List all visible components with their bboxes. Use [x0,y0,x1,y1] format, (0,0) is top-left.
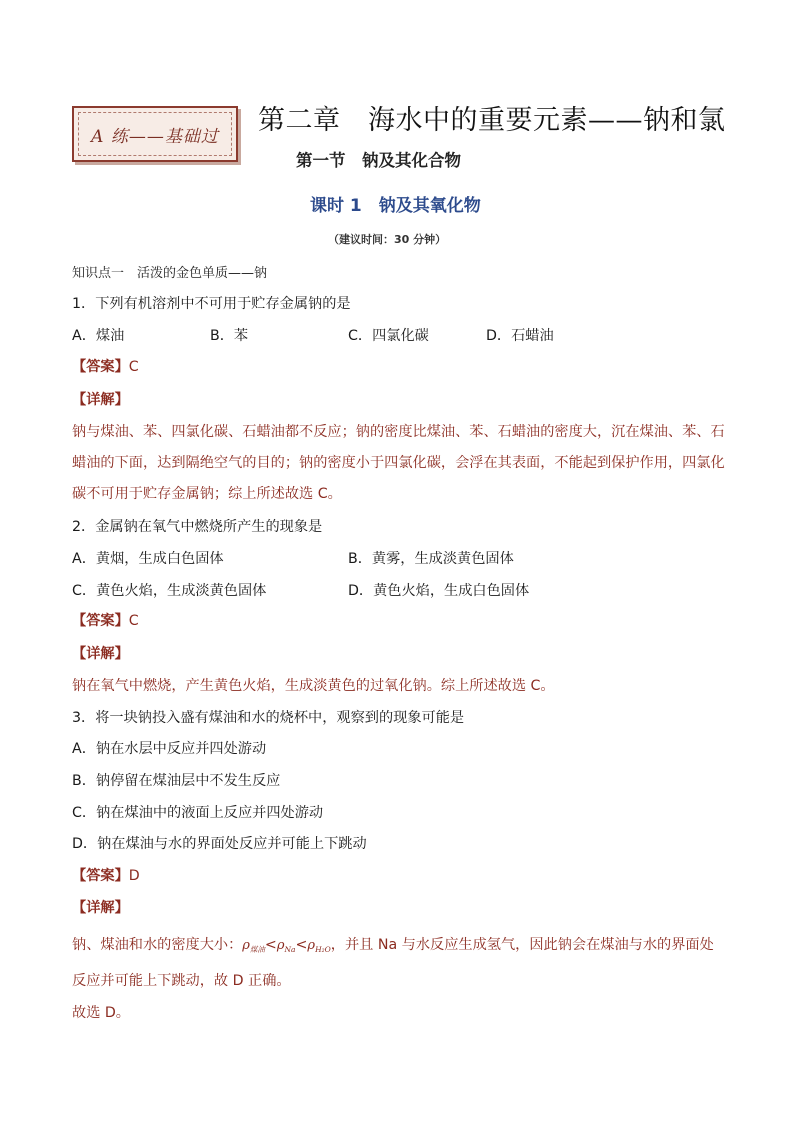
q3-option-d: D．钠在煤油与水的界面处反应并可能上下跳动 [72,836,367,852]
q2-answer [72,610,139,630]
q3-stem: 3．将一块钠投入盛有煤油和水的烧杯中，观察到的现象可能是 [72,710,465,726]
q2-option-b: B．黄雾，生成淡黄色固体 [348,551,514,567]
lesson-title: 课时 1 钠及其氧化物 [310,196,481,216]
q2-option-d: D．黄色火焰，生成白色固体 [348,583,530,599]
q2-detail-label: 【详解】 [72,646,129,662]
q1-detail-label: 【详解】 [72,392,129,408]
q1-answer [72,356,139,376]
q1-answer-value: C [128,359,139,375]
rho-water: $\rho_{H_2O}$ [307,938,331,954]
rho-kerosene: $\rho_{煤油}$ [242,938,265,954]
time-hint: （建议时间：30 分钟） [328,233,447,246]
q1-detail-line-1: 钠与煤油、苯、四氯化碳、石蜡油都不反应；钠的密度比煤油、苯、石蜡油的密度大，沉在煤油、苯、石 [72,424,725,440]
q2-answer-value: C [128,613,139,629]
rho-sodium: $\rho_{Na}$ [276,938,296,954]
q3-answer [72,865,140,885]
q2-option-c: C．黄色火焰，生成淡黄色固体 [72,583,267,599]
q3-option-c: C．钠在煤油中的液面上反应并四处游动 [72,805,324,821]
q3-detail-line-2: 反应并可能上下跳动，故 D 正确。 [72,973,291,989]
q3-detail-line-1: 钠、煤油和水的密度大小：$\rho_{煤油}<\rho_{Na}<\rho_{H_2O}$，并且 Na 与水反应生成氢气，因此钠会在煤油与水的界面处 [72,937,714,954]
q1-detail-line-2: 蜡油的下面，达到隔绝空气的目的；钠的密度小于四氯化碳，会浮在其表面，不能起到保护作用，四氯化 [72,455,725,471]
knowledge-point-heading: 知识点一 活泼的金色单质——钠 [72,266,268,281]
q2-option-a: A．黄烟，生成白色固体 [72,551,224,567]
q3-option-a: A．钠在水层中反应并四处游动 [72,741,267,757]
q1-option-d: D．石蜡油 [486,328,554,344]
q1-option-b: B．苯 [210,328,249,344]
q3-answer-label: 【答案】 [72,868,129,884]
chapter-title: 第二章 海水中的重要元素——钠和氯 [258,105,726,136]
q3-detail-line-3: 故选 D。 [72,1005,130,1021]
q3-detail-pre: 钠、煤油和水的密度大小： [72,937,243,953]
q1-answer-label: 【答案】 [72,359,129,375]
q2-answer-label: 【答案】 [72,613,129,629]
section-title: 第一节 钠及其化合物 [296,151,461,170]
practice-level-badge [72,106,238,162]
q1-stem: 1．下列有机溶剂中不可用于贮存金属钠的是 [72,296,351,312]
badge-label: A 练——基础过 [91,126,219,147]
q1-detail-line-3: 碳不可用于贮存金属钠；综上所述故选 C。 [72,486,342,502]
q1-option-c: C．四氯化碳 [348,328,429,344]
q3-answer-value: D [128,868,140,884]
q3-detail-label: 【详解】 [72,900,129,916]
q3-option-b: B．钠停留在煤油层中不发生反应 [72,773,281,789]
q2-stem: 2．金属钠在氧气中燃烧所产生的现象是 [72,519,323,535]
q3-detail-post: ，并且 Na 与水反应生成氢气，因此钠会在煤油与水的界面处 [330,937,714,953]
q1-option-a: A．煤油 [72,328,125,344]
q2-detail-line-1: 钠在氧气中燃烧，产生黄色火焰，生成淡黄色的过氧化钠。综上所述故选 C。 [72,678,555,694]
